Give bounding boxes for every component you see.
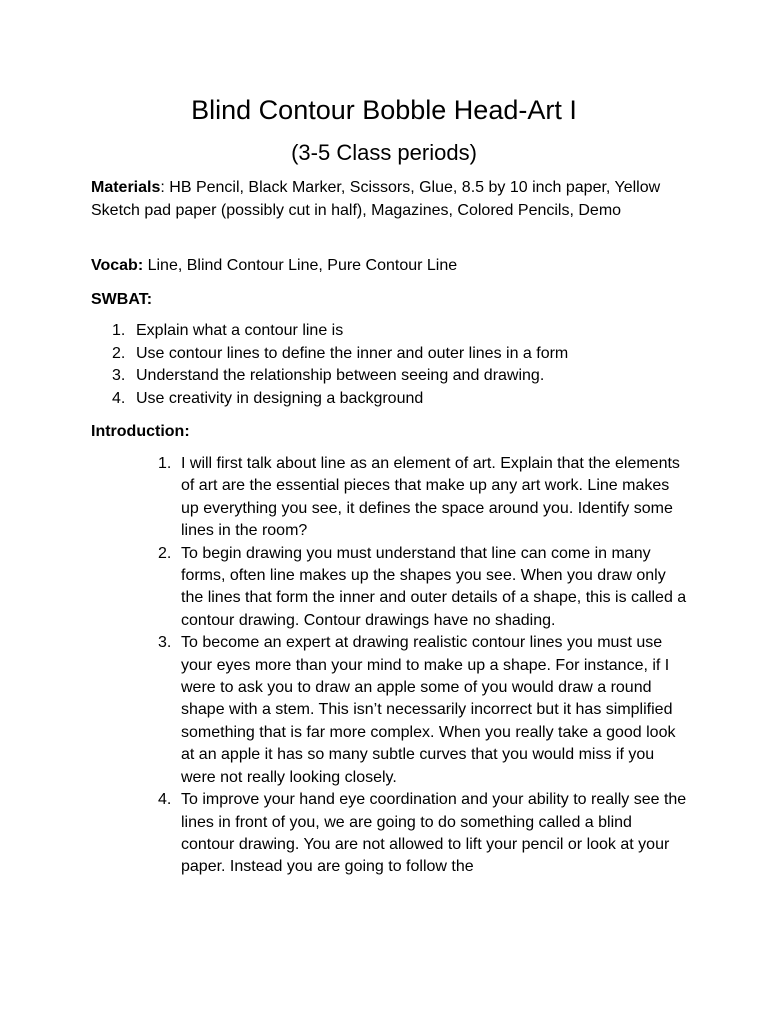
swbat-heading bbox=[91, 289, 691, 312]
list-item bbox=[158, 789, 688, 879]
list-item-text: Explain what a contour line is bbox=[136, 322, 344, 339]
swbat-list bbox=[112, 320, 712, 411]
vocab-label: Vocab: bbox=[91, 257, 144, 274]
list-item bbox=[112, 320, 712, 343]
list-item bbox=[158, 543, 688, 633]
vocab-paragraph bbox=[91, 255, 691, 278]
document-subtitle: (3-5 Class periods) bbox=[291, 140, 477, 165]
list-item-text: To begin drawing you must understand that line can come in many forms, often line makes up the shapes you see. When you draw only the lines that form the inner and outer details of a shape, this is called a contour drawing. Contour drawings have no shading. bbox=[181, 544, 687, 629]
list-item bbox=[158, 632, 688, 789]
list-item-number: 1. bbox=[112, 322, 126, 339]
list-item-text: I will first talk about line as an element of art. Explain that the elements of art are the essential pieces that make up any art work. Line makes up everything you see, it defines the space around you. Identify some lines in the room? bbox=[181, 455, 680, 540]
list-item-number: 3. bbox=[112, 367, 126, 385]
introduction-heading bbox=[91, 421, 691, 444]
list-item-number: 1. bbox=[158, 455, 172, 472]
introduction-label: Introduction: bbox=[91, 423, 190, 440]
list-item-number: 4. bbox=[112, 390, 126, 408]
list-item bbox=[158, 453, 688, 543]
list-item bbox=[112, 343, 712, 366]
list-item bbox=[112, 365, 712, 388]
list-item-number: 2. bbox=[158, 544, 172, 562]
materials-text: : HB Pencil, Black Marker, Scissors, Glue, 8.5 by 10 inch paper, Yellow Sketch pad paper (possibly cut in half), Magazines, Colored Pencils, Demo bbox=[91, 179, 661, 219]
swbat-label: SWBAT: bbox=[91, 291, 153, 308]
list-item-text: Use contour lines to define the inner and outer lines in a form bbox=[136, 344, 569, 362]
list-item-text: Use creativity in designing a background bbox=[136, 390, 424, 408]
list-item-text: To improve your hand eye coordination and your ability to really see the lines in front of you, we are going to do something called a blind contour drawing. You are not allowed to lift your pencil or look at your paper. Instead you are going to follow the bbox=[181, 791, 687, 876]
document-title: Blind Contour Bobble Head-Art I bbox=[191, 95, 577, 125]
list-item-number: 2. bbox=[112, 344, 126, 362]
materials-paragraph bbox=[91, 177, 691, 222]
list-item bbox=[112, 388, 712, 411]
list-item-text: Understand the relationship between seeing and drawing. bbox=[136, 367, 545, 385]
list-item-number: 3. bbox=[158, 634, 172, 652]
list-item-text: To become an expert at drawing realistic contour lines you must use your eyes more than your mind to make up a shape. For instance, if I were to ask you to draw an apple some of you would draw a round shape with a stem. This isn’t necessarily incorrect but it has simplified something that is far more complex. When you really take a good look at an apple it has so many subtle curves that you would miss if you were not really looking closely. bbox=[181, 634, 676, 786]
materials-label: Materials bbox=[91, 179, 161, 196]
vocab-text: Line, Blind Contour Line, Pure Contour Line bbox=[143, 257, 458, 274]
list-item-number: 4. bbox=[158, 791, 172, 809]
introduction-list bbox=[158, 453, 688, 879]
